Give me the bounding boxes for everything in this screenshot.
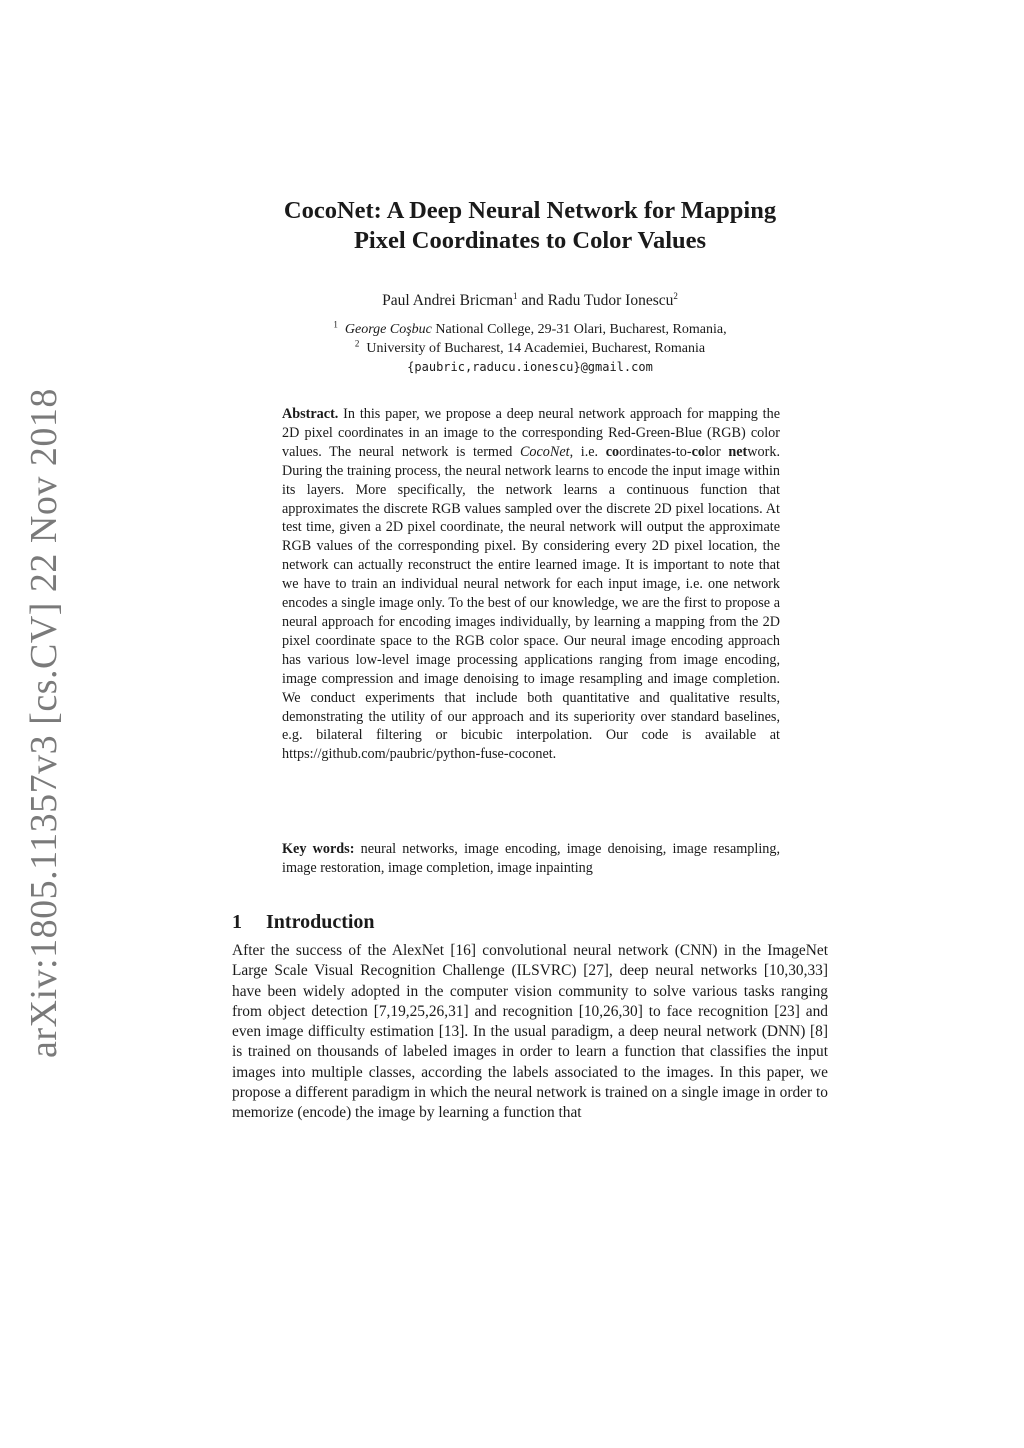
acronym-ordinates: ordinates-to-: [619, 443, 692, 460]
abstract: [282, 405, 780, 764]
acronym-co-2: co: [691, 443, 705, 460]
abstract-text-2: , i.e.: [569, 443, 606, 460]
affiliation-1-name: George Coşbuc: [344, 322, 432, 337]
section-title: Introduction: [266, 911, 375, 933]
email-line: [200, 358, 860, 377]
affiliation-1-mark: 1: [333, 319, 338, 330]
affiliation-1-rest: National College, 29-31 Olari, Bucharest, Romania,: [431, 322, 727, 337]
author-2-mark: 2: [673, 290, 678, 301]
abstract-text-3: work. During the training process, the neural network learns to encode the input image within its layers. More specifically, the network learns a continuous function that approximates the discrete RGB values sampled over the discrete 2D pixel locations. At test time, given a 2D pixel coordinate, the neural network will output the approximate RGB values of the corresponding pixel. By considering every 2D pixel location, the network can actually reconstruct the entire learned image. It is important to note that we have to train an individual neural network for each input image, i.e. one network encodes a single image only. To the best of our knowledge, we are the first to propose a neural approach for encoding images individually, by learning a mapping from the 2D pixel coordinate space to the RGB color space. Our neural image encoding approach has various low-level image processing applications ranging from image encoding, image compression and image denoising to image resampling and image completion. We conduct experiments that include both quantitative and qualitative results, demonstrating the utility of our approach and its superiority over standard baselines, e.g. bilateral filtering or bicubic interpolation. Our code is available at https://github.com/paubric/python-fuse-coconet.: [282, 443, 780, 763]
author-2: Radu Tudor Ionescu: [547, 292, 674, 309]
section-heading: [232, 911, 375, 934]
keywords: [282, 840, 780, 878]
section-number: 1: [232, 911, 242, 933]
abstract-label: Abstract.: [282, 406, 339, 422]
keywords-text: neural networks, image encoding, image denoising, image resampling, image restoration, image completion, image inpainting: [282, 841, 781, 876]
title-line-2: Pixel Coordinates to Color Values: [353, 227, 707, 254]
acronym-net: net: [728, 443, 748, 460]
acronym-lor: lor: [705, 443, 729, 460]
coconet-name: CocoNet: [519, 443, 570, 460]
paper-title: [200, 196, 860, 256]
authors-and: and: [517, 292, 548, 309]
affiliation-2: [200, 339, 860, 358]
author-email: {paubric,raducu.ionescu}@gmail.com: [407, 360, 653, 374]
keywords-label: Key words:: [282, 841, 355, 857]
author-1: Paul Andrei Bricman: [382, 292, 513, 309]
author-1-mark: 1: [513, 290, 518, 301]
affiliation-1: [200, 320, 860, 339]
introduction-paragraph: After the success of the AlexNet [16] convolutional neural network (CNN) in the ImageNet Large Scale Visual Recognition Challenge (ILSVRC) [27], deep neural networks [10,30,33] have been widely adopted in the computer vision community to solve various tasks ranging from object detection [7,19,25,26,31] and recognition [10,26,30] to face recognition [23] and even image difficulty estimation [13]. In the usual paradigm, a deep neural network (DNN) [8] is trained on thousands of labeled images in order to learn a function that classifies the input images into multiple classes, according the labels associated to the images. In this paper, we propose a different paradigm in which the neural network is trained on a single image in order to memorize (encode) the image by learning a function that: [232, 942, 828, 1122]
affiliation-2-mark: 2: [354, 338, 360, 349]
author-list: [200, 292, 860, 310]
arxiv-identifier-text: arXiv:1805.11357v3 [cs.CV] 22 Nov 2018: [23, 388, 65, 1058]
title-line-1: CocoNet: A Deep Neural Network for Mapping: [283, 197, 777, 224]
acronym-co-1: co: [605, 443, 620, 460]
affiliation-2-text: University of Bucharest, 14 Academiei, Bucharest, Romania: [366, 341, 706, 356]
abstract-text-1: In this paper, we propose a deep neural network approach for mapping the 2D pixel coordinates in an image to the corresponding Red-Green-Blue (RGB) color values. The neural network is termed: [282, 406, 780, 460]
